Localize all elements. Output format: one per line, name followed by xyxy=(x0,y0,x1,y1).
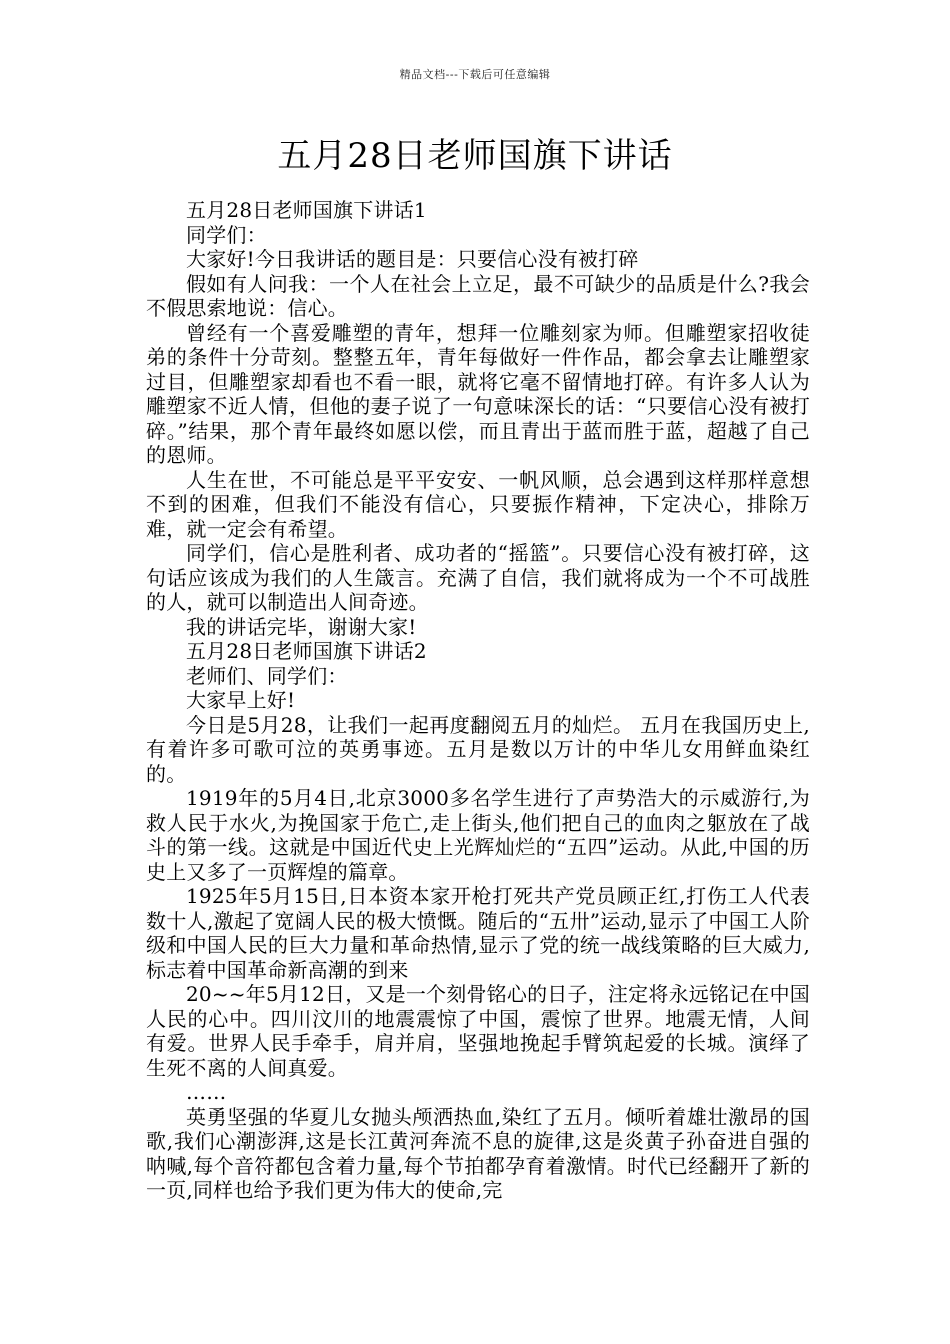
paragraph: 20~~年5月12日，又是一个刻骨铭心的日子，注定将永远铭记在中国人民的心中。四川汶川的地震震惊了中国，震惊了世界。地震无情，人间有爱。世界人民手牵手，肩并肩，坚强地挽起手臂筑起爱的长城。演绎了生死不离的人间真爱。 xyxy=(146,982,810,1080)
paragraph: 1919年的5月4日,北京3000多名学生进行了声势浩大的示威游行,为救人民于水火,为挽国家于危亡,走上街头,他们把自己的血肉之躯放在了战斗的第一线。这就是中国近代史上光辉灿烂的“五四”运动。从此,中国的历史上又多了一页辉煌的篇章。 xyxy=(146,786,810,884)
paragraph: 大家好!今日我讲话的题目是：只要信心没有被打碎 xyxy=(186,247,639,271)
paragraph: 曾经有一个喜爱雕塑的青年，想拜一位雕刻家为师。但雕塑家招收徒弟的条件十分苛刻。整整五年，青年每做好一件作品，都会拿去让雕塑家过目，但雕塑家却看也不看一眼，就将它毫不留情地打碎。有许多人认为雕塑家不近人情，但他的妻子说了一句意味深长的话：“只要信心没有被打碎。”结果，那个青年最终如愿以偿，而且青出于蓝而胜于蓝，超越了自己的恩师。 xyxy=(146,320,810,467)
paragraph: 英勇坚强的华夏儿女抛头颅洒热血,染红了五月。倾听着雄壮激昂的国歌,我们心潮澎湃,这是长江黄河奔流不息的旋律,这是炎黄子孙奋进自强的呐喊,每个音符都包含着力量,每个节拍都孕育着激情。时代已经翻开了新的一页,同样也给予我们更为伟大的使命,完 xyxy=(146,1104,810,1202)
document-title: 五月28日老师国旗下讲话 xyxy=(277,136,673,176)
paragraph: 大家早上好! xyxy=(186,688,296,712)
paragraph: 同学们： xyxy=(186,222,267,247)
paragraph: 老师们、同学们： xyxy=(186,663,348,688)
paragraph: 人生在世，不可能总是平平安安、一帆风顺，总会遇到这样那样意想不到的困难，但我们不能没有信心，只要振作精神，下定决心，排除万难，就一定会有希望。 xyxy=(146,467,810,541)
paragraph: 同学们，信心是胜利者、成功者的“摇篮”。只要信心没有被打碎，这句话应该成为我们的人生箴言。充满了自信，我们就将成为一个不可战胜的人，就可以制造出人间奇迹。 xyxy=(146,541,810,614)
paragraph: 1925年5月15日,日本资本家开枪打死共产党员顾正红,打伤工人代表数十人,激起了宽阔人民的极大愤慨。随后的“五卅”运动,显示了中国工人阶级和中国人民的巨大力量和革命热情,显示了党的统一战线策略的巨大威力,标志着中国革命新高潮的到来 xyxy=(146,884,810,982)
document-body xyxy=(146,198,810,1203)
paragraph: 今日是5月28，让我们一起再度翻阅五月的灿烂。 五月在我国历史上,有着许多可歌可泣的英勇事迹。五月是数以万计的中华儿女用鲜血染红的。 xyxy=(146,712,810,786)
paragraph: 五月28日老师国旗下讲话2 xyxy=(186,639,427,663)
paragraph: …… xyxy=(186,1080,227,1104)
paragraph: 五月28日老师国旗下讲话1 xyxy=(186,198,427,222)
paragraph: 假如有人问我：一个人在社会上立足，最不可缺少的品质是什么?我会不假思索地说：信心。 xyxy=(146,271,810,320)
header-note: 精品文档---下载后可任意编辑 xyxy=(399,68,551,81)
paragraph: 我的讲话完毕，谢谢大家! xyxy=(186,614,417,639)
